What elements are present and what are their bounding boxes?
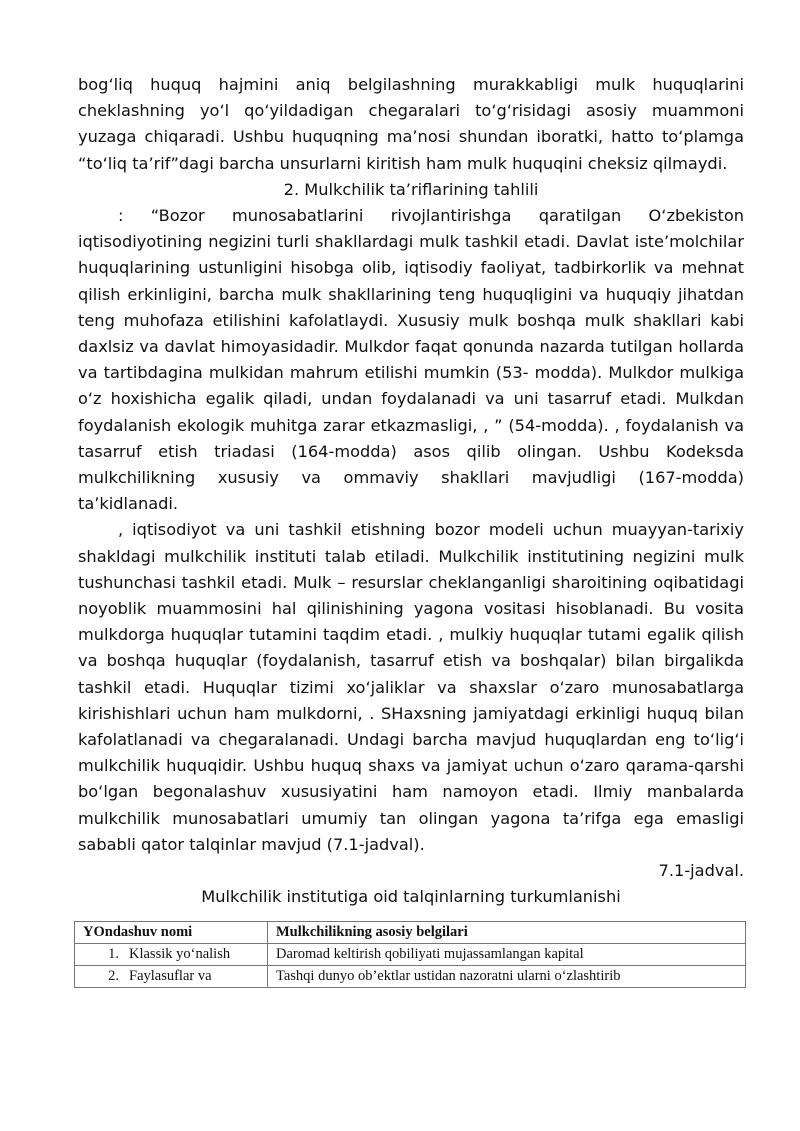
document-page <box>78 72 744 988</box>
table-reference: 7.1-jadval. <box>658 861 744 881</box>
paragraph-1: bog‘liq huquq hajmini aniq belgilashning murakkabligi mulk huquqlarini cheklashning yo‘l qo‘yildadigan chegaralari to‘g‘risidagi asosiy muammoni yuzaga chiqaradi. Ushbu huquqning ma’nosi shundan iboratki, hatto to‘plamga “to‘liq ta’rif”dagi barcha unsurlarni kiritish ham mulk huquqini cheksiz qilmaydi. <box>78 75 744 173</box>
table-row <box>75 943 746 965</box>
section-heading: 2. Mulkchilik ta’riflarining tahlili <box>283 179 539 199</box>
row-name: Klassik yo‘nalish <box>129 945 231 962</box>
paragraph-2: : “Bozor munosabatlarini rivojlantirishga qaratilgan O‘zbekiston iqtisodiyotining negizini turli shakllardagi mulk tashkil etadi. Davlat iste’molchilar huquqlarining ustunligini hisobga olib, iqtisodiy faoliyat, tadbirkorlik va mehnat qilish erkinligini, barcha mulk shakllarining teng huquqligini va huquqiy jihatdan teng muhofaza etilishini kafolatlaydi. Xususiy mulk boshqa mulk shakllari kabi daxlsiz va davlat himoyasidadir. Mulkdor faqat qonunda nazarda tutilgan hollarda va tartibdagina mulkidan mahrum etilishi mumkin (53- modda). Mulkdor mulkiga o‘z hoxishicha egalik qiladi, undan foydalanadi va uni tasarruf etadi. Mulkdan foydalanish ekologik muhitga zarar etkazmasligi, , ” (54-modda). , foydalanish va tasarruf etish triadasi (164-modda) asos qilib olingan. Ushbu Kodeksda mulkchilikning xususiy va ommaviy shakllari mavjudligi (167-modda) ta’kidlanadi. <box>78 206 744 514</box>
table-header-row <box>75 921 746 943</box>
header-main-features: Mulkchilikning asosiy belgilari <box>268 921 746 943</box>
paragraph-3: , iqtisodiyot va uni tashkil etishning bozor modeli uchun muayyan-tarixiy shakldagi mulkchilik instituti talab etiladi. Mulkchilik institutining negizini mulk tushunchasi tashkil etadi. Mulk – resurslar cheklanganligi sharoitining oqibatidagi noyoblik muammosini hal qilinishining yagona vositasi hisoblanadi. Bu vosita mulkdorga huquqlar tutamini taqdim etadi. , mulkiy huquqlar tutami egalik qilish va boshqa huquqlar (foydalanish, tasarruf etish va boshqalar) bilan birgalikda tashkil etadi. Huquqlar tizimi xo‘jaliklar va shaxslar o‘zaro munosabatlarga kirishishlari uchun ham mulkdorni, . SHaxsning jamiyatdagi erkinligi huquq bilan kafolatlanadi va chegaralanadi. Undagi barcha mavjud huquqlardan eng to‘lig‘i mulkchilik huquqidir. Ushbu huquq shaxs va jamiyat uchun o‘zaro qarama-qarshi bo‘lgan begonalashuv xususiyatini ham namoyon etadi. Ilmiy manbalarda mulkchilik munosabatlari umumiy tan olingan yagona ta’rifga ega emasligi sababli qator talqinlar mavjud (7.1-jadval). <box>78 520 744 854</box>
row-name-cell <box>75 965 268 987</box>
interpretations-table <box>74 921 746 988</box>
header-approach-name: YOndashuv nomi <box>75 921 268 943</box>
row-name: Faylasuflar va <box>129 967 212 984</box>
row-desc-cell: Daromad keltirish qobiliyati mujassamlangan kapital <box>268 943 746 965</box>
row-number: 1. <box>108 945 119 962</box>
table-title: Mulkchilik institutiga oid talqinlarning turkumlanishi <box>201 887 621 907</box>
table-row <box>75 965 746 987</box>
row-name-cell <box>75 943 268 965</box>
row-desc-cell: Tashqi dunyo ob’ektlar ustidan nazoratni ularni o‘zlashtirib <box>268 965 746 987</box>
row-number: 2. <box>108 967 119 984</box>
